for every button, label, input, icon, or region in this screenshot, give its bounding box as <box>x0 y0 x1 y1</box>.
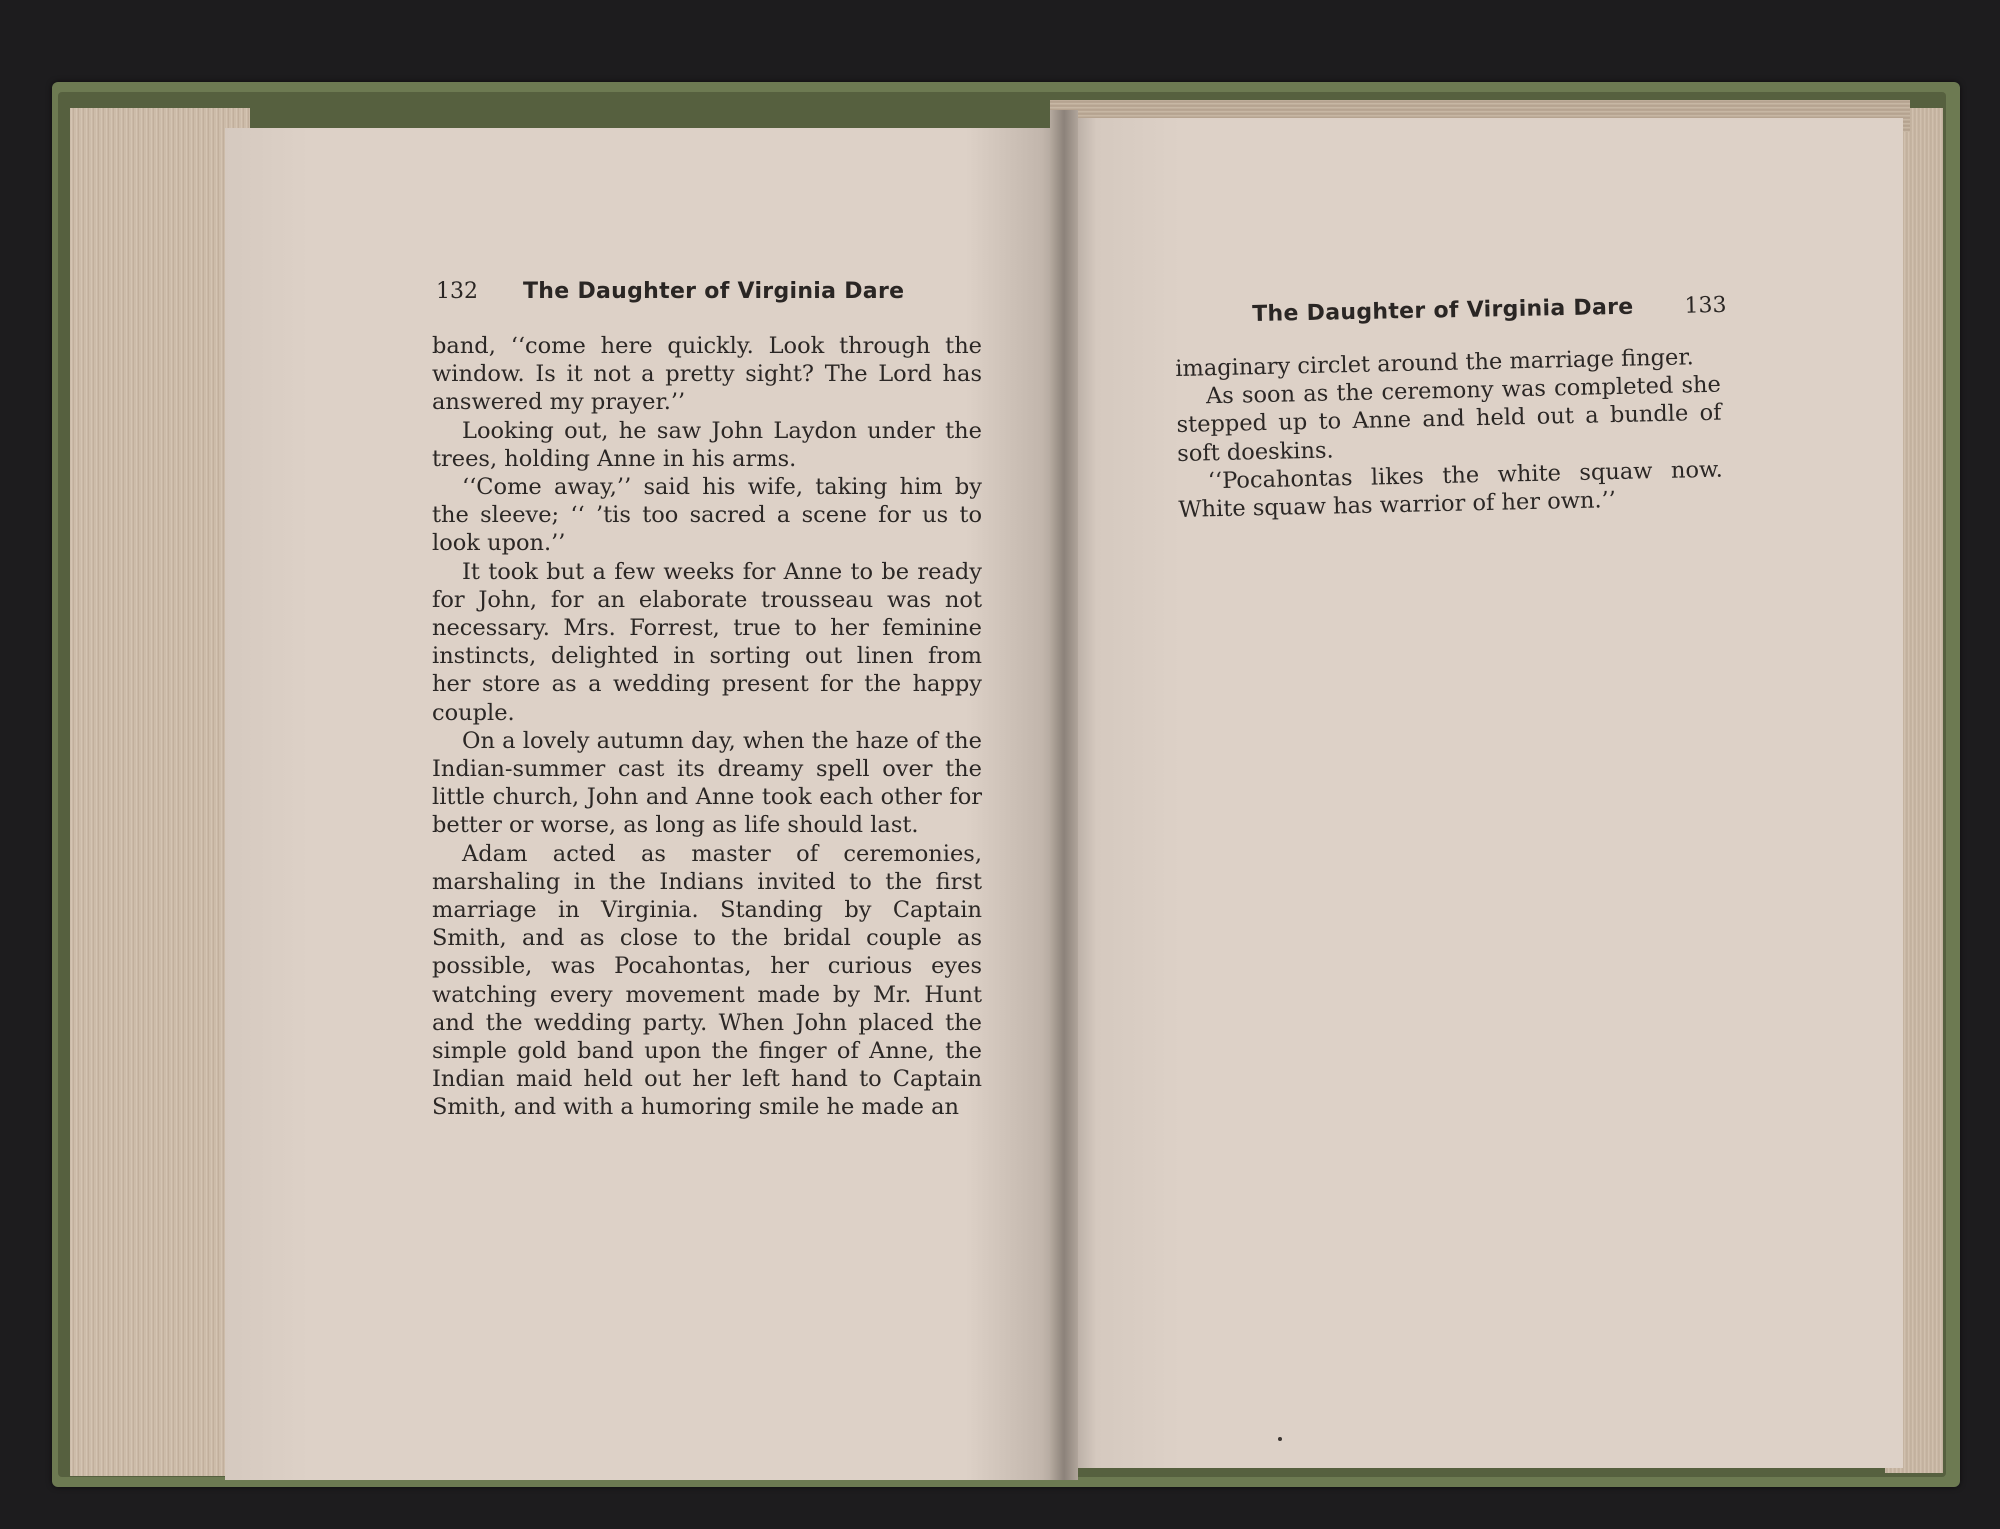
paragraph: As soon as the ceremony was completed she stepped up to Anne and held out a bundle of soft doeskins. <box>1176 371 1722 467</box>
paragraph: It took but a few weeks for Anne to be ready for John, for an elaborate trousseau was not necessary. Mrs. Forrest, true to her feminine instincts, delighted in sorting out linen from her store as a wedding present for the happy couple. <box>432 558 982 726</box>
left-page-number: 132 <box>436 279 478 304</box>
paragraph: Adam acted as master of ceremonies, marshaling in the Indians invited to the first marriage in Virginia. Standing by Captain Smith, and as close to the bridal couple as possible, was Pocahontas, her curious eyes watching every movement made by Mr. Hunt and the wedding party. When John placed the simple gold band upon the finger of Anne, the Indian maid held out her left hand to Captain Smith, and with a humoring smile he made an <box>432 840 982 1121</box>
paragraph: band, ‘‘come here quickly. Look through the window. Is it not a pretty sight? The Lord has answered my prayer.’’ <box>432 333 982 416</box>
page-edges-left <box>70 108 250 1476</box>
left-page-header <box>436 279 904 304</box>
right-running-title: The Daughter of Virginia Dare <box>1252 294 1634 327</box>
paragraph: ‘‘Pocahontas likes the white squaw now. White squaw has warrior of her own.’’ <box>1178 456 1724 523</box>
book-gutter <box>1050 110 1078 1480</box>
ink-speck <box>1278 1437 1282 1441</box>
paragraph: Looking out, he saw John Laydon under the trees, holding Anne in his arms. <box>432 417 982 472</box>
right-page-body <box>1175 343 1724 525</box>
paragraph: imaginary circlet around the marriage finger. <box>1175 344 1695 382</box>
paragraph: On a lovely autumn day, when the haze of the Indian-summer cast its dreamy spell over the little church, John and Anne took each other for better or worse, as long as life should last. <box>432 727 982 839</box>
left-running-title: The Daughter of Virginia Dare <box>523 279 905 304</box>
paragraph: ‘‘Come away,’’ said his wife, taking him by the sleeve; ‘‘ ’tis too sacred a scene for us to look upon.’’ <box>432 474 982 557</box>
left-page-body <box>432 332 982 1122</box>
right-page-number: 133 <box>1684 292 1727 319</box>
